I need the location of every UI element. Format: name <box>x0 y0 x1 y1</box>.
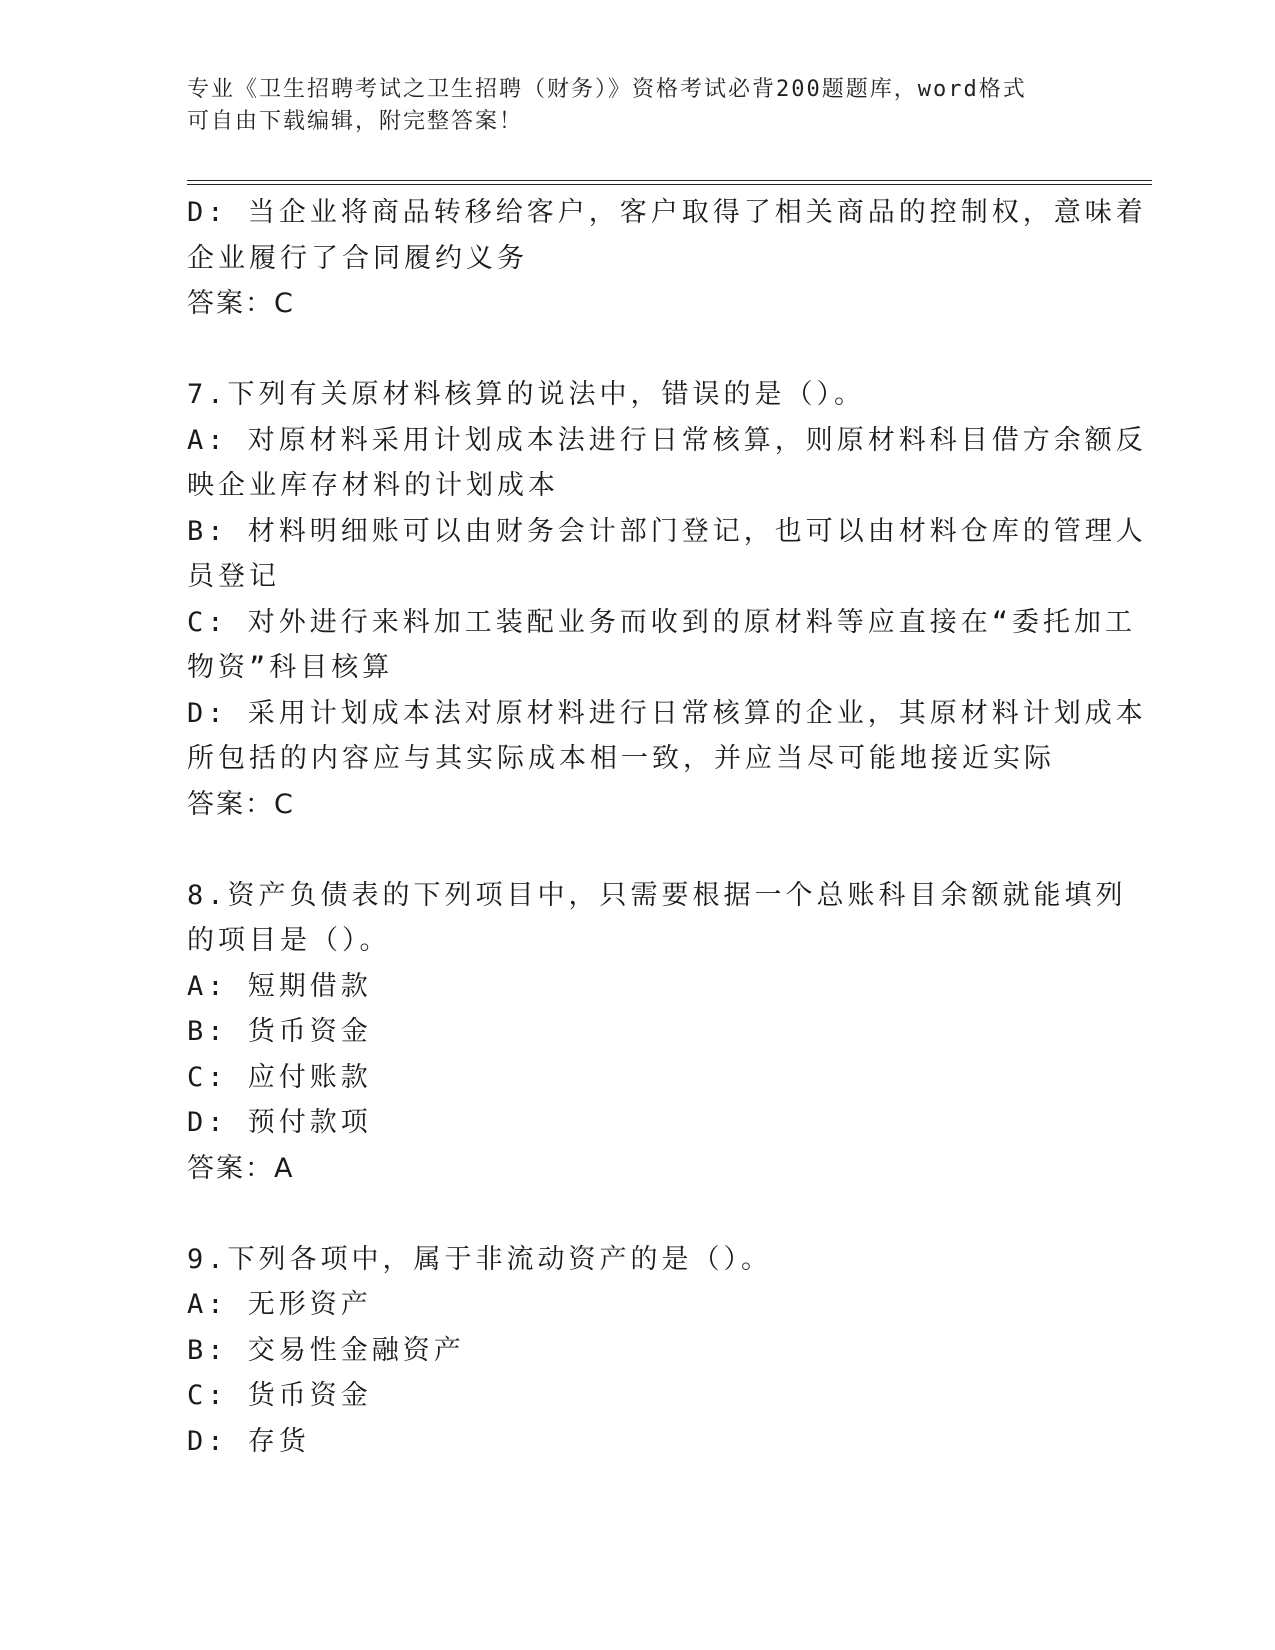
question-stem-line-2: 的项目是（）。 <box>187 925 391 956</box>
question-stem: 9.下列各项中，属于非流动资产的是（）。 <box>187 1243 773 1275</box>
option-a-line-1: A: 对原材料采用计划成本法进行日常核算，则原材料科目借方余额反 <box>187 424 1147 456</box>
option-d-line-1: D: 采用计划成本法对原材料进行日常核算的企业，其原材料计划成本 <box>187 697 1147 729</box>
question-8 <box>187 873 1127 1192</box>
header-line-2: 可自由下载编辑，附完整答案！ <box>187 109 524 134</box>
header-divider-bottom <box>187 184 1152 185</box>
question-content <box>187 190 1147 1464</box>
header-line-1: 专业《卫生招聘考试之卫生招聘（财务）》资格考试必背200题题库，word格式 <box>187 77 1027 102</box>
option-a-line-2: 映企业库存材料的计划成本 <box>187 470 559 501</box>
answer-line: 答案：A <box>187 1152 295 1184</box>
option-b-line-1: B: 材料明细账可以由财务会计部门登记，也可以由材料仓库的管理人 <box>187 515 1147 547</box>
option-c: C: 货币资金 <box>187 1380 372 1411</box>
page-header <box>187 74 1067 138</box>
question-stem: 7.下列有关原材料核算的说法中，错误的是（）。 <box>187 379 866 410</box>
option-c: C: 应付账款 <box>187 1061 372 1093</box>
answer-line: 答案：C <box>187 288 295 319</box>
option-b: B: 交易性金融资产 <box>187 1334 465 1366</box>
option-c-line-2: 物资”科目核算 <box>187 652 394 683</box>
option-a: A: 短期借款 <box>187 970 372 1002</box>
option-b-line-2: 员登记 <box>187 561 280 592</box>
option-d-line-2: 所包括的内容应与其实际成本相一致，并应当尽可能地接近实际 <box>187 743 1055 774</box>
option-a: A: 无形资产 <box>187 1289 372 1320</box>
answer-line: 答案：C <box>187 788 295 820</box>
question-7 <box>187 372 1147 827</box>
option-d-line-2: 企业履行了合同履约义务 <box>187 242 528 274</box>
option-c-line-1: C: 对外进行来料加工装配业务而收到的原材料等应直接在“委托加工 <box>187 606 1137 638</box>
option-d: D: 预付款项 <box>187 1107 372 1138</box>
option-d-line-1: D: 当企业将商品转移给客户，客户取得了相关商品的控制权，意味着 <box>187 197 1147 228</box>
question-9 <box>187 1237 1087 1465</box>
header-divider-top <box>187 180 1152 181</box>
question-stem-line-1: 8.资产负债表的下列项目中，只需要根据一个总账科目余额就能填列 <box>187 879 1127 911</box>
option-b: B: 货币资金 <box>187 1016 372 1047</box>
option-d: D: 存货 <box>187 1425 310 1457</box>
previous-question-tail <box>187 190 1147 327</box>
